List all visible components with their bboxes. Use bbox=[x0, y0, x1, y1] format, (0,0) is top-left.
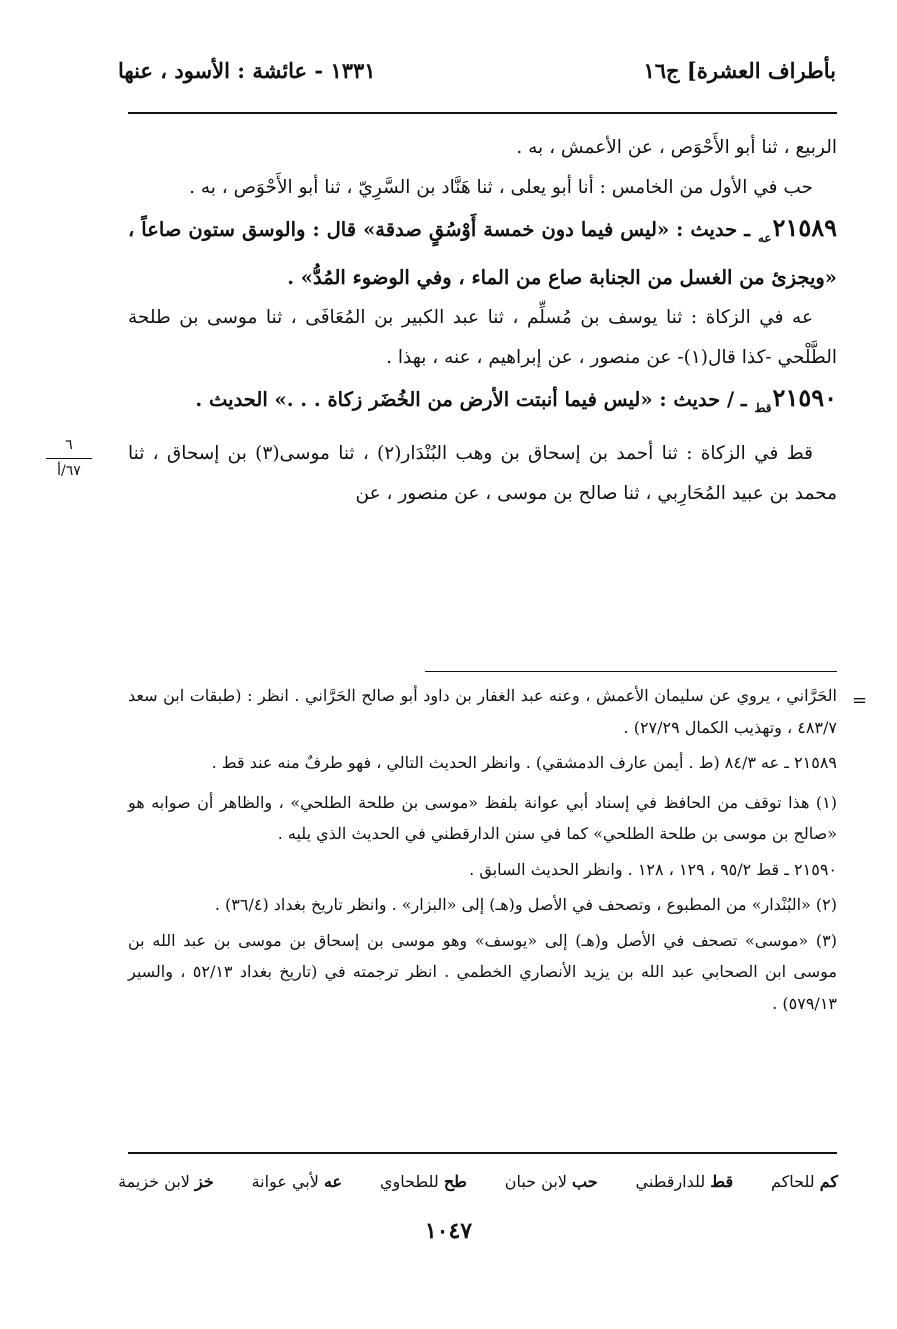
abbreviation-item bbox=[118, 1162, 214, 1202]
abbreviation-name: لابن خزيمة bbox=[118, 1172, 195, 1191]
footnote-continued: الحَرَّاني ، يروي عن سليمان الأعمش ، وعنه عبد الغفار بن داود أبو صالح الحَرَّاني . انظر : (طبقات ابن سعد ٤٨٣/٧ ، وتهذيب الكمال ٢٧/٢٩) . bbox=[128, 686, 837, 737]
abbreviation-name: للطحاوي bbox=[379, 1172, 444, 1191]
abbreviation-code: خز bbox=[195, 1172, 214, 1191]
paragraph-4: عه في الزكاة : ثنا يوسف بن مُسلِّم ، ثنا عبد الكبير بن المُعَافَى ، ثنا موسى بن طلحة الطَّلْحي -كذا قال(١)- عن منصور ، عن إبراهيم ، عنه ، بهذا . bbox=[128, 307, 837, 368]
abbreviation-item bbox=[252, 1162, 343, 1202]
footnote-separator bbox=[425, 671, 837, 672]
hadith-21589 bbox=[128, 208, 837, 298]
folio-top: ٦ bbox=[65, 437, 73, 453]
footnote-21590: ٢١٥٩٠ ـ قط ٩٥/٢ ، ١٢٩ ، ١٢٨ . وانظر الحديث السابق . bbox=[469, 859, 837, 879]
paragraph-2: حب في الأول من الخامس : أنا أبو يعلى ، ثنا هَنَّاد بن السَّرِيّ ، ثنا أبو الأَحْوَص ، به . bbox=[189, 177, 813, 198]
abbreviation-name: للدارقطني bbox=[635, 1172, 711, 1191]
footnote-21589: ٢١٥٨٩ ـ عه ٨٤/٣ (ط . أيمن عارف الدمشقي) . وانظر الحديث التالي ، فهو طرفٌ منه عند قط . bbox=[211, 753, 837, 772]
abbreviation-code: عه bbox=[323, 1172, 343, 1191]
folio-bottom: ٦٧/أ bbox=[57, 463, 81, 479]
hadith-number: ٢١٥٨٩ bbox=[772, 213, 837, 242]
hadith-21590 bbox=[128, 378, 837, 428]
paragraph-1: الربيع ، ثنا أبو الأَحْوَص ، عن الأعمش ، به . bbox=[516, 137, 837, 158]
abbreviation-code: قط bbox=[710, 1172, 734, 1191]
abbreviation-name: لأبي عوانة bbox=[251, 1172, 324, 1191]
abbreviation-name: لابن حبان bbox=[504, 1172, 573, 1191]
footnote-1: (١) هذا توقف من الحافظ في إسناد أبي عوانة بلفظ «موسى بن طلحة الطلحي» ، والظاهر أن صوابه هو «صالح بن موسى بن طلحة الطلحي» كما في سنن الدارقطني في الحديث الذي يليه . bbox=[128, 792, 837, 843]
abbreviation-item bbox=[505, 1162, 598, 1202]
footnotes bbox=[128, 680, 837, 1023]
abbreviation-item bbox=[636, 1162, 734, 1202]
abbreviation-item bbox=[771, 1162, 838, 1202]
abbreviation-name: للحاكم bbox=[771, 1172, 820, 1191]
abbreviation-code: طح bbox=[443, 1172, 467, 1191]
section-info: ١٣٣١ - عائشة : الأسود ، عنها bbox=[118, 58, 376, 83]
footnote-2: (٢) «البُنْدار» من المطبوع ، وتصحف في الأصل و(هـ) إلى «البزار» . وانظر تاريخ بغداد (٣٦/٤) . bbox=[214, 895, 837, 914]
abbreviation-code: حب bbox=[572, 1172, 598, 1191]
footnote-3: (٣) «موسى» تصحف في الأصل و(هـ) إلى «يوسف» وهو موسى بن إسحاق بن موسى بن عبد الله بن موسى ابن الصحابي عبد الله بن يزيد الأنصاري الخطمي . انظر ترجمته في (تاريخ بغداد ٥٢/١٣ ، والسير ٥٧٩/١٣) . bbox=[128, 930, 838, 1013]
folio-divider bbox=[46, 458, 92, 459]
abbreviation-key bbox=[118, 1162, 838, 1202]
abbreviation-code: كم bbox=[819, 1172, 838, 1191]
hadith-text: ـ / حديث : «ليس فيما أنبتت الأرض من الخُضَر زكاة . . .» الحديث . bbox=[195, 388, 747, 411]
book-title: بأطراف العشرة] ج١٦ bbox=[643, 58, 836, 83]
paragraph-6: قط في الزكاة : ثنا أحمد بن إسحاق بن وهب البُنْدَار(٢) ، ثنا موسى(٣) بن إسحاق ، ثنا محمد بن عبيد المُحَارِبي ، ثنا صالح بن موسى ، عن منصور ، عن bbox=[128, 443, 837, 504]
bottom-rule bbox=[128, 1152, 837, 1154]
footnote-continuation-mark: = bbox=[852, 690, 868, 711]
hadith-siglum: قط bbox=[754, 401, 772, 415]
hadith-number: ٢١٥٩٠ bbox=[772, 383, 837, 412]
abbreviation-item bbox=[380, 1162, 467, 1202]
page-number: ١٠٤٧ bbox=[424, 1218, 473, 1244]
hadith-text: ـ حديث : «ليس فيما دون خمسة أَوْسُقٍ صدقة» قال : والوسق ستون صاعاً ، «ويجزئ من الغسل من الجنابة صاع من الماء ، وفي الوضوء المُدُّ» . bbox=[128, 218, 837, 289]
hadith-siglum: عه bbox=[757, 231, 772, 245]
manuscript-folio-note bbox=[46, 436, 92, 480]
header-rule bbox=[128, 112, 837, 114]
running-header bbox=[118, 58, 836, 94]
main-text bbox=[128, 128, 837, 514]
